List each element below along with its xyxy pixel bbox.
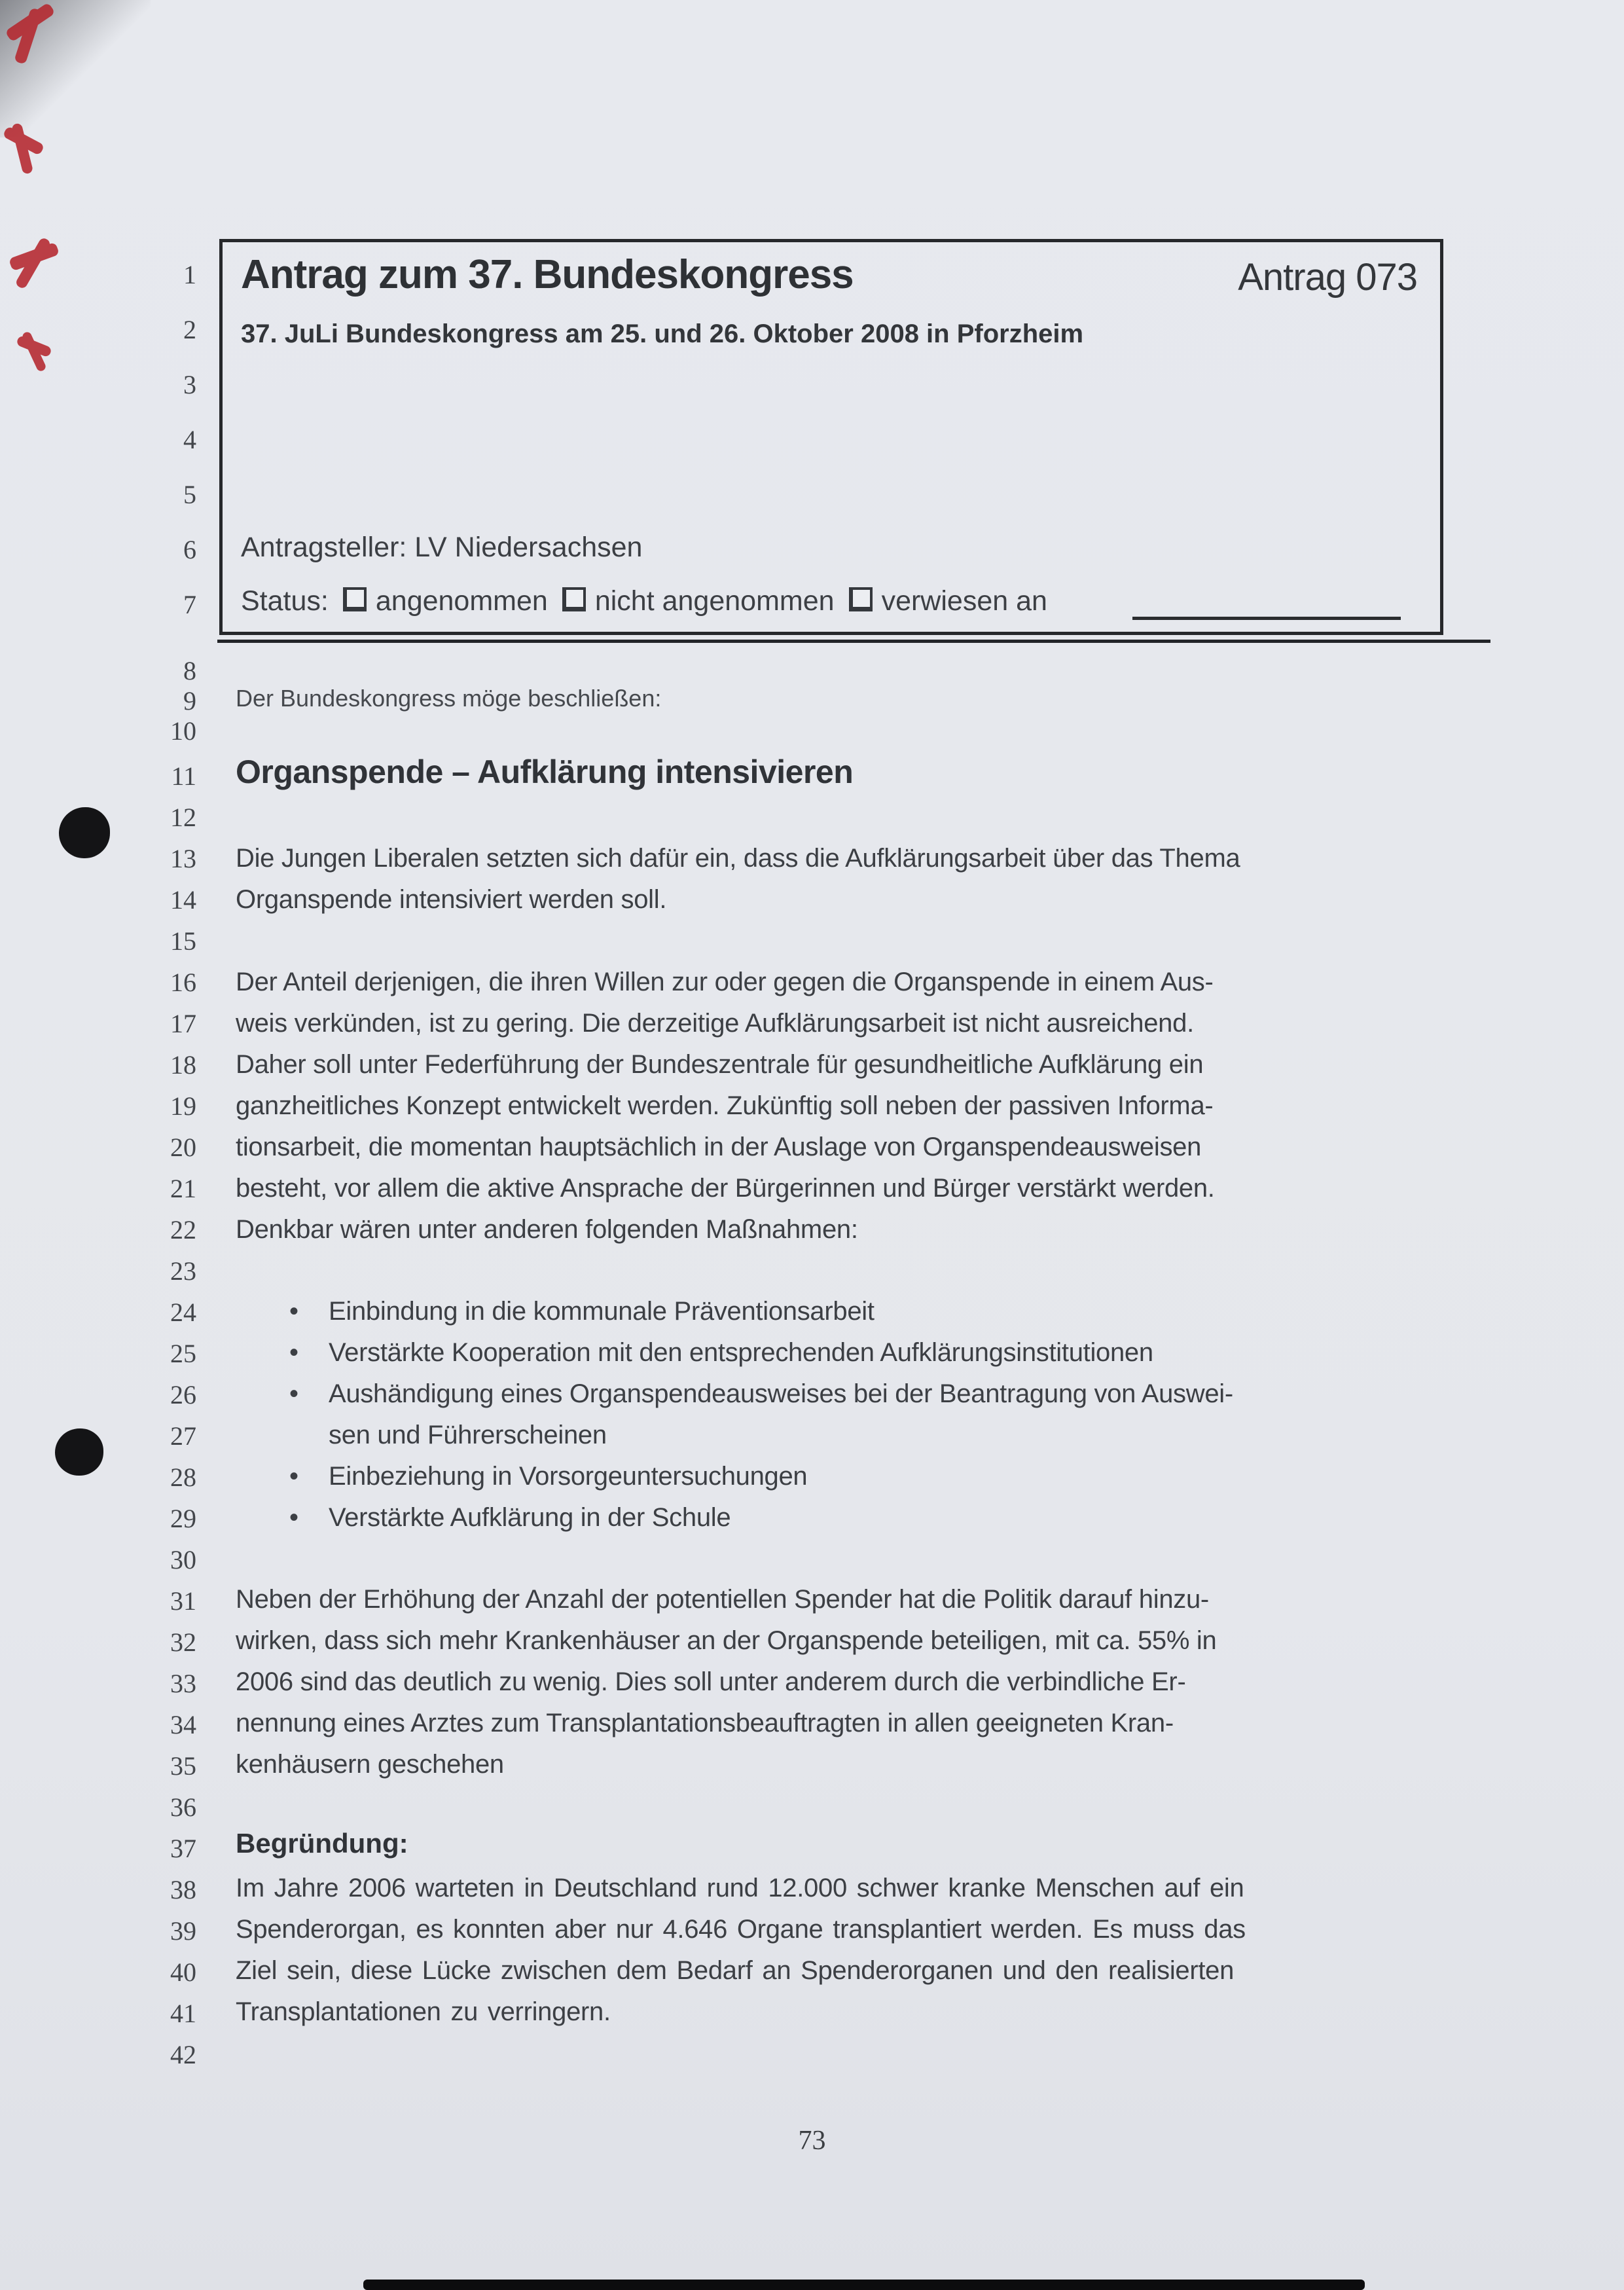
line-number-column (147, 247, 196, 632)
document-title: Antrag zum 37. Bundeskongress (241, 252, 854, 297)
text-line: Neben der Erhöhung der Anzahl der potentiellen Spender hat die Politik darauf hinzu- (236, 1585, 1209, 1614)
bullet-icon: • (289, 1503, 298, 1532)
status-row (241, 585, 1047, 617)
line-number: 38 (170, 1875, 196, 1904)
line-number: 26 (170, 1380, 196, 1409)
line-number: 41 (170, 1999, 196, 2028)
line-number: 42 (170, 2040, 196, 2069)
paragraph (236, 1579, 1216, 1785)
text-line: besteht, vor allem die aktive Ansprache der Bürgerinnen und Bürger verstärkt werden. (236, 1174, 1215, 1203)
red-ink-mark (3, 122, 52, 179)
line-number: 21 (170, 1174, 196, 1203)
line-number: 25 (170, 1339, 196, 1368)
text-line: Spenderorgan, es konnten aber nur 4.646 Organe transplantiert werden. Es muss das (236, 1915, 1246, 1944)
motion-heading: Organspende – Aufklärung intensivieren (236, 754, 854, 790)
text-line: Im Jahre 2006 warteten in Deutschland rund 12.000 schwer kranke Menschen auf ein (236, 1874, 1244, 1902)
checkbox-icon (849, 587, 873, 611)
line-number-column (147, 755, 196, 2075)
line-number: 36 (170, 1792, 196, 1822)
text-line: Der Anteil derjenigen, die ihren Willen zur oder gegen die Organspende in einem Aus- (236, 968, 1214, 996)
line-number: 33 (170, 1669, 196, 1698)
line-number: 10 (170, 716, 196, 746)
checkbox-icon (343, 587, 367, 611)
line-number-column (147, 656, 196, 746)
text-line: kenhäusern geschehen (236, 1750, 504, 1779)
line-number: 9 (183, 686, 196, 716)
list-item (236, 1497, 1233, 1538)
hole-punch (59, 807, 110, 858)
list-item (236, 1373, 1233, 1415)
list-item (236, 1456, 1233, 1497)
line-number: 28 (170, 1463, 196, 1492)
text-line: wirken, dass sich mehr Krankenhäuser an der Organspende beteiligen, mit ca. 55% in (236, 1626, 1217, 1655)
line-number: 13 (170, 844, 196, 873)
document-subtitle: 37. JuLi Bundeskongress am 25. und 26. Oktober 2008 in Pforzheim (241, 319, 1084, 348)
line-number: 35 (170, 1751, 196, 1781)
text-line: Die Jungen Liberalen setzten sich dafür ein, dass die Aufklärungsarbeit über das Thema (236, 844, 1240, 873)
line-number: 2 (183, 315, 196, 344)
line-number: 16 (170, 968, 196, 997)
text-line: ganzheitliches Konzept entwickelt werden. Zukünftig soll neben der passiven Informa- (236, 1091, 1214, 1120)
red-ink-mark (8, 233, 65, 296)
bullet-icon: • (289, 1297, 298, 1326)
page-number: 73 (798, 2126, 826, 2156)
begruendung-heading: Begründung: (236, 1828, 408, 1859)
line-number: 5 (183, 480, 196, 509)
list-item-text: Aushändigung eines Organspendeausweises bei der Beantragung von Auswei- (329, 1379, 1233, 1408)
intro-line: Der Bundeskongress möge beschließen: (236, 685, 662, 712)
line-number: 22 (170, 1215, 196, 1245)
list-item-text: Einbindung in die kommunale Präventionsarbeit (329, 1297, 875, 1326)
line-number: 7 (183, 590, 196, 619)
header-box-bottom-rule (217, 640, 1490, 643)
text-line: 2006 sind das deutlich zu wenig. Dies soll unter anderem durch die verbindliche Er- (236, 1667, 1186, 1696)
antrag-number: Antrag 073 (1238, 256, 1417, 299)
line-number: 20 (170, 1133, 196, 1162)
text-line: Organspende intensiviert werden soll. (236, 885, 667, 914)
bullet-icon (289, 1415, 329, 1456)
paragraph (236, 838, 1240, 920)
paragraph (236, 1868, 1246, 2033)
antrag-header-box (219, 239, 1443, 635)
line-number: 18 (170, 1050, 196, 1080)
line-number: 32 (170, 1627, 196, 1657)
list-item (236, 1332, 1233, 1373)
line-number: 31 (170, 1586, 196, 1616)
list-item-text: Verstärkte Aufklärung in der Schule (329, 1503, 731, 1532)
antragsteller-line: Antragsteller: LV Niedersachsen (241, 532, 643, 563)
status-option-label: angenommen (375, 585, 548, 617)
line-number: 37 (170, 1834, 196, 1863)
text-line: Daher soll unter Federführung der Bundeszentrale für gesundheitliche Aufklärung ein (236, 1050, 1204, 1079)
bullet-icon: • (289, 1338, 298, 1367)
list-item-continuation (236, 1415, 1233, 1456)
list-item-text: sen und Führerscheinen (329, 1421, 607, 1449)
status-label: Status: (241, 585, 329, 617)
line-number: 19 (170, 1091, 196, 1121)
line-number: 27 (170, 1421, 196, 1451)
bullet-icon: • (289, 1379, 298, 1408)
bullet-icon: • (289, 1462, 298, 1491)
text-line: weis verkünden, ist zu gering. Die derzeitige Aufklärungsarbeit ist nicht ausreichend. (236, 1009, 1194, 1038)
red-ink-mark (16, 331, 57, 378)
line-number: 40 (170, 1957, 196, 1987)
line-number: 14 (170, 885, 196, 915)
status-option-label: verwiesen an (881, 585, 1047, 617)
text-line: tionsarbeit, die momentan hauptsächlich in der Auslage von Organspendeausweisen (236, 1133, 1202, 1161)
line-number: 15 (170, 926, 196, 956)
text-line: Ziel sein, diese Lücke zwischen dem Bedarf an Spenderorganen und den realisierten (236, 1956, 1235, 1985)
status-write-in-line (1132, 617, 1401, 620)
checkbox-icon (562, 587, 586, 611)
line-number: 3 (183, 370, 196, 399)
bullet-list (236, 1291, 1233, 1538)
text-line: nennung eines Arztes zum Transplantationsbeauftragten in allen geeigneten Kran- (236, 1709, 1174, 1737)
line-number: 17 (170, 1009, 196, 1038)
line-number: 34 (170, 1710, 196, 1739)
line-number: 1 (183, 260, 196, 289)
line-number: 8 (183, 656, 196, 685)
line-number: 30 (170, 1545, 196, 1574)
line-number: 23 (170, 1256, 196, 1286)
list-item (236, 1291, 1233, 1332)
status-option-label: nicht angenommen (594, 585, 835, 617)
line-number: 29 (170, 1504, 196, 1533)
list-item-text: Einbeziehung in Vorsorgeuntersuchungen (329, 1462, 808, 1491)
list-item-text: Verstärkte Kooperation mit den entsprechenden Aufklärungsinstitutionen (329, 1338, 1153, 1367)
text-line: Transplantationen zu verringern. (236, 1997, 611, 2026)
paragraph (236, 962, 1215, 1250)
line-number: 39 (170, 1916, 196, 1946)
red-ink-mark (4, 4, 66, 69)
line-number: 4 (183, 425, 196, 454)
hole-punch (55, 1428, 103, 1476)
line-number: 11 (171, 761, 196, 791)
line-number: 6 (183, 535, 196, 564)
line-number: 24 (170, 1298, 196, 1327)
scan-edge-artifact (363, 2280, 1365, 2290)
text-line: Denkbar wären unter anderen folgenden Maßnahmen: (236, 1215, 858, 1244)
line-number: 12 (170, 803, 196, 832)
